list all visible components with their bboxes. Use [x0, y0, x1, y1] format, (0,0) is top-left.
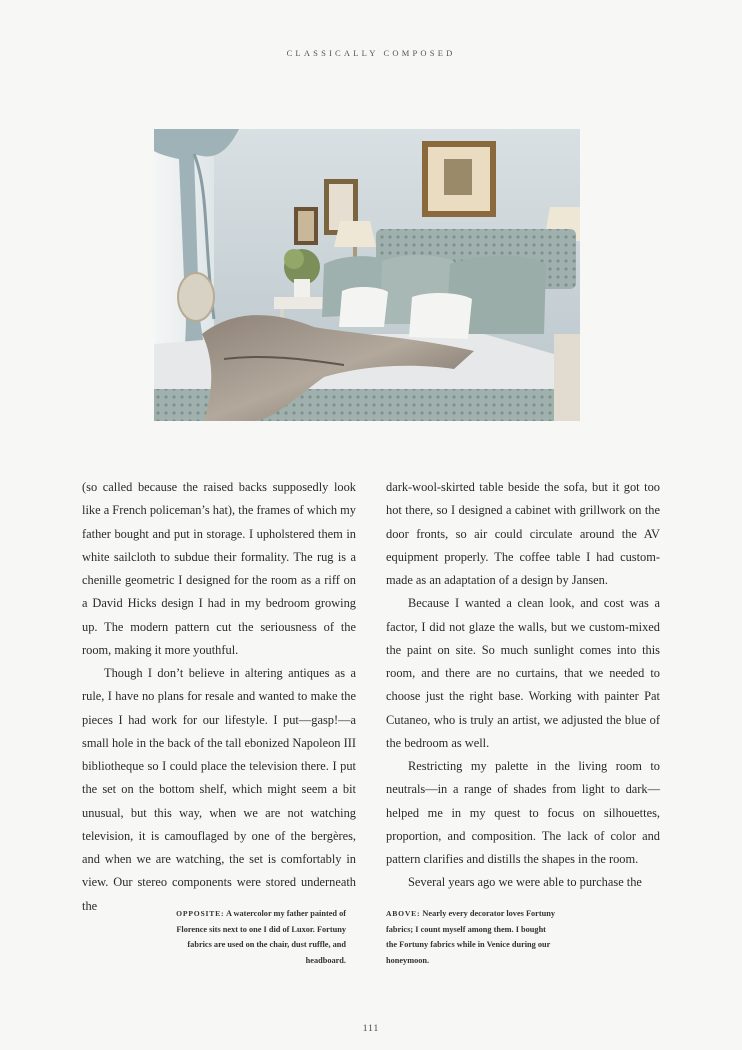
caption-opposite	[176, 906, 346, 968]
caption-text: A watercolor my father painted of Florence sits next to one I did of Luxor. Fortuny fabrics are used on the chair, dust ruffle, and headboard.	[176, 909, 346, 965]
paragraph: Restricting my palette in the living room to neutrals—in a range of shades from light to dark—helped me in my quest to focus on silhouettes, proportion, and composition. The lack of color and pattern clarifies and distills the shapes in the room.	[386, 759, 660, 866]
caption-label: ABOVE:	[386, 909, 421, 918]
paragraph: (so called because the raised backs supposedly look like a French policeman’s hat), the frames of which my father bought and put in storage. I upholstered them in white sailcloth to subdue their formality. The rug is a chenille geometric I designed for the room as a riff on a David Hicks design I had in my bedroom growing up. The modern pattern cut the seriousness of the room, making it more youthful.	[82, 480, 356, 657]
body-text-right-column	[386, 476, 660, 895]
paragraph: Though I don’t believe in altering antiques as a rule, I have no plans for resale and wanted to make the pieces I had work for our lifestyle. I put—gasp!—a small hole in the back of the tall ebonized Napoleon III bibliotheque so I could place the television there. I put the set on the bottom shelf, which might seem a bit unusual, but this way, when we are not watching television, it is camouflaged by one of the bergères, and when we are watching, the set is comfortably in view. Our stereo components were stored underneath the	[82, 666, 356, 913]
running-head: CLASSICALLY COMPOSED	[286, 48, 456, 58]
caption-label: OPPOSITE:	[176, 909, 225, 918]
page-number: 111	[362, 1024, 380, 1034]
paragraph: dark-wool-skirted table beside the sofa, but it got too hot there, so I designed a cabinet with grillwork on the door fronts, so air could circulate around the AV equipment properly. The coffee table I had custom-made as an adaptation of a design by Jansen.	[386, 480, 660, 587]
bedroom-photo	[154, 129, 580, 421]
caption-text: Nearly every decorator loves Fortuny fabrics; I count myself among them. I bought the Fortuny fabrics while in Venice during our honeymoon.	[386, 909, 555, 965]
paragraph: Because I wanted a clean look, and cost was a factor, I did not glaze the walls, but we custom-mixed the paint on site. So much sunlight comes into this room, and there are no curtains, that we needed to choose just the right base. Working with painter Pat Cutaneo, who is truly an artist, we adjusted the blue of the bedroom as well.	[386, 596, 660, 750]
body-text-left-column	[82, 476, 356, 918]
paragraph: Several years ago we were able to purchase the	[408, 875, 642, 890]
caption-above	[386, 906, 556, 968]
